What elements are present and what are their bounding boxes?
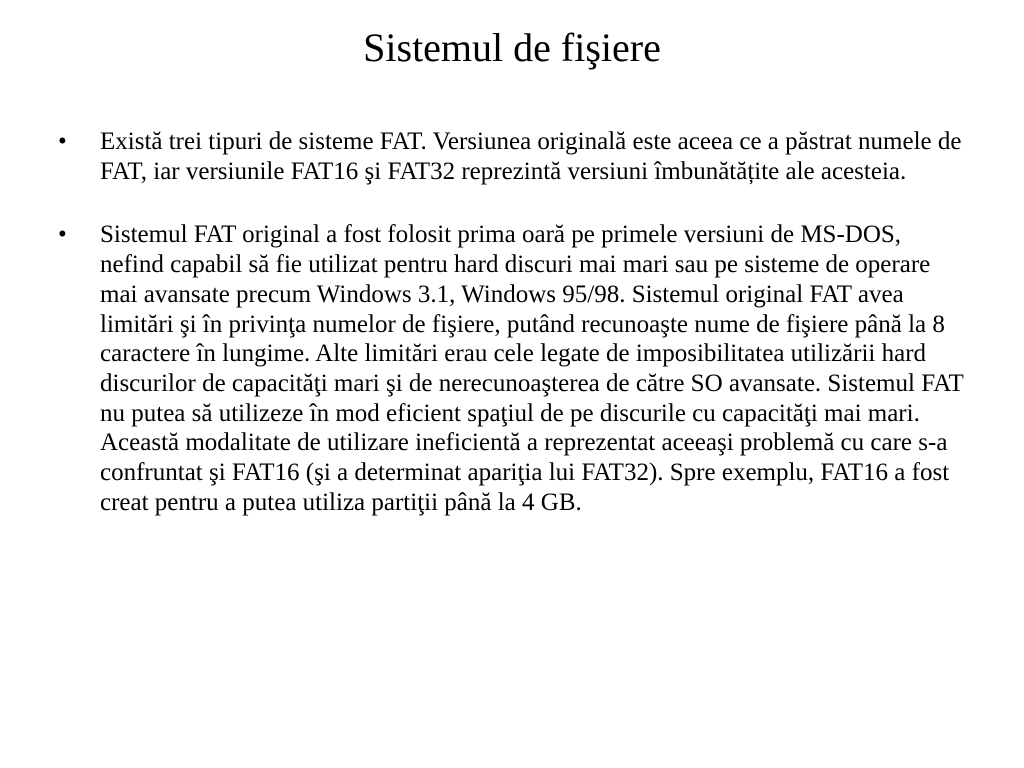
bullet-item — [58, 127, 966, 186]
bullet-list — [58, 127, 966, 551]
bullet-item — [58, 220, 966, 517]
slide-title: Sistemul de fişiere — [363, 25, 661, 70]
bullet-marker: • — [58, 221, 67, 249]
bullet-text: Sistemul FAT original a fost folosit prima oară pe primele versiuni de MS-DOS, nefind capabil să fie utilizat pentru hard discuri mai mari sau pe sisteme de operare mai avansate precum Windows 3.1, Windows 95/98. Sistemul original FAT avea limitări şi în privinţa numelor de fişiere, putând recunoaşte nume de fişiere până la 8 caractere în lungime. Alte limitări erau cele legate de imposibilitatea utilizării hard discurilor de capacităţi mari şi de nerecunoaşterea de către SO avansate. Sistemul FAT nu putea să utilizeze în mod eficient spaţiul de pe discurile cu capacităţi mai mari. Această modalitate de utilizare ineficientă a reprezentat aceeaşi problemă cu care s-a confruntat şi FAT16 (şi a determinat apariţia lui FAT32). Spre exemplu, FAT16 a fost creat pentru a putea utiliza partiţii până la 4 GB. — [100, 221, 964, 516]
bullet-marker: • — [58, 128, 67, 155]
bullet-text: Există trei tipuri de sisteme FAT. Versiunea originală este aceea ce a păstrat numele de FAT, iar versiunile FAT16 şi FAT32 reprezintă versiuni îmbunătățite ale acesteia. — [100, 128, 962, 185]
